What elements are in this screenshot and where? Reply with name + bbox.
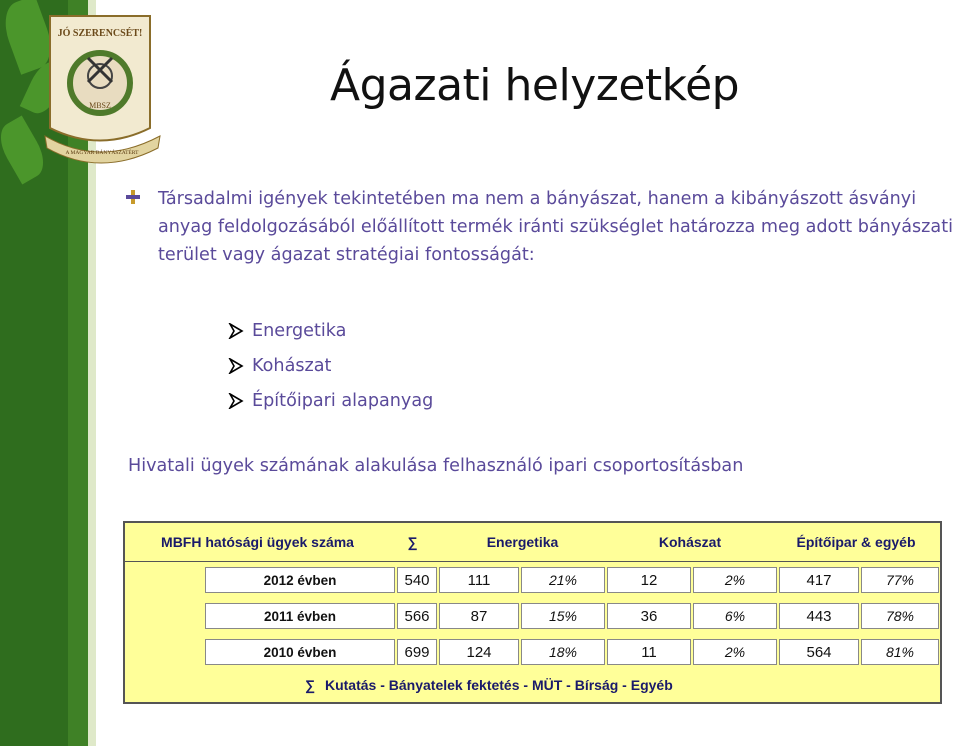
row-kohaszat-pct: 2% bbox=[693, 567, 777, 593]
row-energetika-pct: 21% bbox=[521, 567, 605, 593]
row-total: 699 bbox=[397, 639, 437, 665]
list-item-label: Építőipari alapanyag bbox=[252, 390, 434, 411]
row-energetika: 111 bbox=[439, 567, 519, 593]
logo-ribbon: A MAGYAR BÁNYÁSZATÉRT bbox=[65, 150, 139, 156]
row-kohaszat: 36 bbox=[607, 603, 691, 629]
mbsz-logo-icon bbox=[40, 8, 165, 168]
header-sum: ∑ bbox=[390, 523, 435, 562]
logo-motto: JÓ SZERENCSÉT! bbox=[57, 28, 143, 39]
row-total: 566 bbox=[397, 603, 437, 629]
row-total: 540 bbox=[397, 567, 437, 593]
row-energetika: 124 bbox=[439, 639, 519, 665]
footer-sum-symbol: ∑ bbox=[305, 677, 315, 693]
sector-list bbox=[228, 313, 433, 418]
header-kohaszat: Kohászat bbox=[610, 523, 770, 562]
row-epitoipar-pct: 77% bbox=[861, 567, 939, 593]
row-energetika-pct: 18% bbox=[521, 639, 605, 665]
row-year: 2010 évben bbox=[205, 639, 395, 665]
row-energetika-pct: 15% bbox=[521, 603, 605, 629]
list-item bbox=[228, 313, 433, 348]
row-year: 2012 évben bbox=[205, 567, 395, 593]
page-title: Ágazati helyzetkép bbox=[330, 60, 740, 111]
intro-paragraph: Társadalmi igények tekintetében ma nem a bányászat, hanem a kibányászott ásványi anyag feldolgozásából előállított termék iránti szükséglet határozza meg adott bányászati terület vagy ágazat stratégiai fontosságát: bbox=[158, 189, 953, 265]
row-epitoipar: 564 bbox=[779, 639, 859, 665]
row-epitoipar-pct: 78% bbox=[861, 603, 939, 629]
row-epitoipar-pct: 81% bbox=[861, 639, 939, 665]
row-kohaszat-pct: 6% bbox=[693, 603, 777, 629]
row-kohaszat-pct: 2% bbox=[693, 639, 777, 665]
row-energetika: 87 bbox=[439, 603, 519, 629]
table-footer bbox=[305, 677, 673, 693]
arrow-bullet-icon bbox=[228, 323, 244, 339]
row-year: 2011 évben bbox=[205, 603, 395, 629]
arrow-bullet-icon bbox=[228, 393, 244, 409]
list-item bbox=[228, 348, 433, 383]
bullet-icon bbox=[126, 190, 140, 204]
header-energetika: Energetika bbox=[435, 523, 610, 562]
list-item bbox=[228, 383, 433, 418]
footer-text: Kutatás - Bányatelek fektetés - MÜT - Bírság - Egyéb bbox=[324, 677, 673, 693]
list-item-label: Kohászat bbox=[252, 355, 332, 376]
header-epitoipar: Építőipar & egyéb bbox=[770, 523, 942, 562]
list-item-label: Energetika bbox=[252, 320, 347, 341]
row-epitoipar: 417 bbox=[779, 567, 859, 593]
cases-table bbox=[123, 521, 942, 704]
table-subheading: Hivatali ügyek számának alakulása felhasználó ipari csoportosításban bbox=[128, 456, 744, 476]
row-kohaszat: 11 bbox=[607, 639, 691, 665]
arrow-bullet-icon bbox=[228, 358, 244, 374]
header-label: MBFH hatósági ügyek száma bbox=[125, 523, 390, 562]
row-epitoipar: 443 bbox=[779, 603, 859, 629]
logo-initials: MBSZ bbox=[89, 101, 111, 110]
row-kohaszat: 12 bbox=[607, 567, 691, 593]
